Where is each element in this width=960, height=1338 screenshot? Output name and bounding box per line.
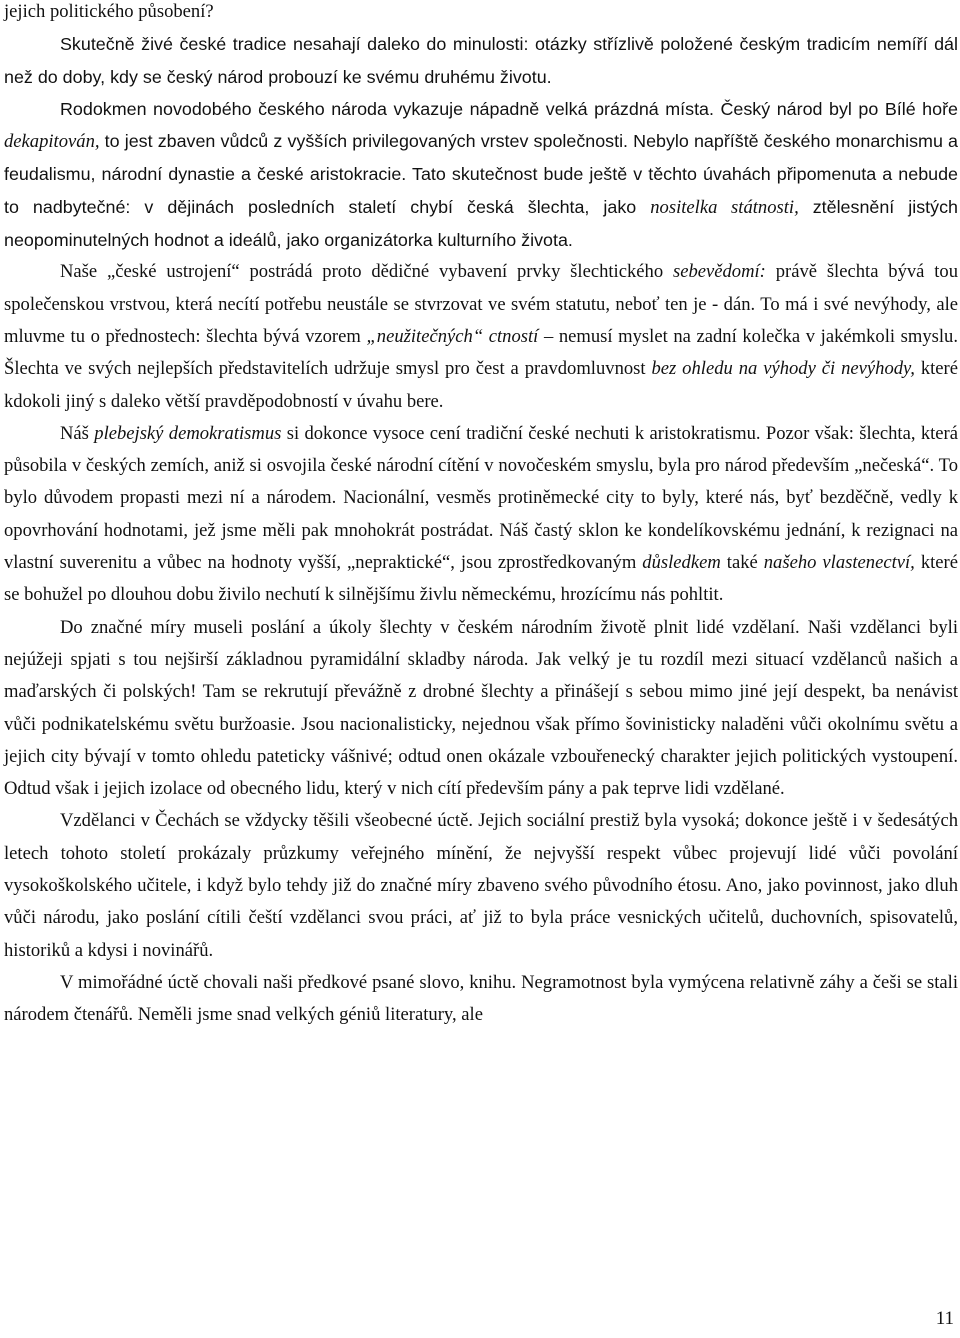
text-run: jejich politického působení? [4,1,214,22]
text-run: Skutečně živé české tradice nesahají daleko do minulosti: otázky střízlivě položené českým tradicím nemíří dál než do doby, kdy se český národ probouzí ke svému druhému životu. [4,34,958,87]
italic-text-run: nositelka státnosti, [650,196,799,218]
italic-text-run: dekapitován, [4,131,100,153]
text-run: Naše „české ustrojení“ postrádá proto dědičné vybavení prvky šlechtického [60,261,673,283]
italic-text-run: „neužitečných“ ctností [366,325,539,347]
text-run: si dokonce vysoce cení tradiční české nechuti k aristokratismu. Pozor však: šlechta, která působila v českých zemích, aniž si osvojila české národní cítění v novočeském smyslu, byla pro národ především „nečeská“. To bylo důvodem propasti mezi ní a národem. Nacionální, vesměs protiněmecké city to byly, které nás, byť bezděčně, vedly k opovrhování hodnotami, jež jsme měli pak mnohokrát postrádat. Náš častý sklon ke kondelíkovskému jednání, k rezignaci na vlastní suverenitu a vůbec na hodnoty vyšší, „nepraktické“, jsou zprostředkovaným [4,422,958,574]
page-number: 11 [935,1308,954,1329]
text-run: to jest zbaven vůdců z vyšších privilegovaných vrstev společnosti. Nebylo napříště českého monarchismu a feudalismu, národní dynastie a české aristokracie. Tato skutečnost bude ještě v těchto úvahách připomenuta a nebude to nadbytečné: v dějinách posledních staletí chybí česká šlechta, jako [4,131,958,217]
text-run: právě šlechta bývá tou společenskou vrstvou, která necítí potřebu neustále se stvrzovat ve svém statutu, neboť ten je - dán. To má i své nevýhody, ale mluvme tu o přednostech: šlechta bývá vzorem [4,261,958,347]
text-run: které se bohužel po dlouhou dobu živilo nechutí k silnějšímu živlu německému, hrozícímu nás pohltit. [4,552,959,606]
document-page [4,0,958,1032]
text-run: ztělesnění jistých neopominutelných hodnot a ideálů, jako organizátorka kulturního života. [4,196,958,251]
text-run: které kdokoli jiný s daleko větší pravděpodobností v úvahu bere. [4,358,958,412]
body-text [4,0,958,1032]
paragraph [4,967,958,1032]
paragraph [4,0,958,28]
text-run: Rodokmen novodobého českého národa vykazuje nápadně velká prázdná místa. Český národ byl po Bílé hoře [60,98,958,119]
italic-text-run: sebevědomí: [672,261,766,283]
italic-text-run: důsledkem [642,552,721,574]
text-run: – nemusí myslet na zadní kolečka v jakémkoli smyslu. Šlechta ve svých nejlepších představitelích udržuje smysl pro čest a pravdomluvnost [4,325,958,380]
text-run: Náš [60,422,95,444]
text-run: Do značné míry museli poslání a úkoly šlechty v českém národním životě plnit lidé vzdělaní. Naši vzdělanci byli nejúžeji spjati s tou nejširší základnou pyramidální skladby národa. Jak velký je tu rozdíl mezi situací vzdělanců našich a maďarských či polských! Tam se rekrutují převážně z drobné šlechty a přinášejí s sebou mimo jiné její despekt, ba nenávist vůči podnikatelskému světu buržoasie. Jsou nacionalisticky, nejednou však přímo šovinisticky naladěni vůči okolnímu světu a jejich city bývají v tomto ohledu pateticky vášnivé; odtud onen okázale vzbouřenecký charakter jejich politických vystoupení. Odtud však i jejich izolace od obecného lidu, který v nich cítí především pány a pak teprve lidi vzdělané. [4,616,958,800]
paragraph [4,805,958,966]
paragraph [4,93,958,256]
italic-text-run: plebejský demokratismus [94,422,282,444]
italic-text-run: bez ohledu na výhody či nevýhody, [651,358,915,380]
text-run: také [720,552,764,574]
text-run: V mimořádné úctě chovali naši předkové psané slovo, knihu. Negramotnost byla vymýcena relativně záhy a češi se stali národem čtenářů. Neměli jsme snad velkých géniů literatury, ale [4,971,958,1026]
paragraph [4,612,958,806]
paragraph [4,418,958,612]
paragraph [4,256,958,417]
italic-text-run: našeho vlastenectví, [763,552,915,574]
text-run: Vzdělanci v Čechách se vždycky těšili všeobecné úctě. Jejich sociální prestiž byla vysoká; dokonce ještě i v šedesátých letech tohoto století prokázaly průzkumy veřejného mínění, že nejvyšší respekt vůbec projevují lidé vůči povolání vysokoškolského učitele, i když bylo tehdy již do značné míry zbaveno svého původního étosu. Ano, jako povinnost, jako dluh vůči národu, jako poslání cítili čeští vzdělanci svou práci, ať již to byla práce vesnických učitelů, duchovních, spisovatelů, historiků a kdysi i novinářů. [4,810,958,961]
paragraph [4,28,958,93]
